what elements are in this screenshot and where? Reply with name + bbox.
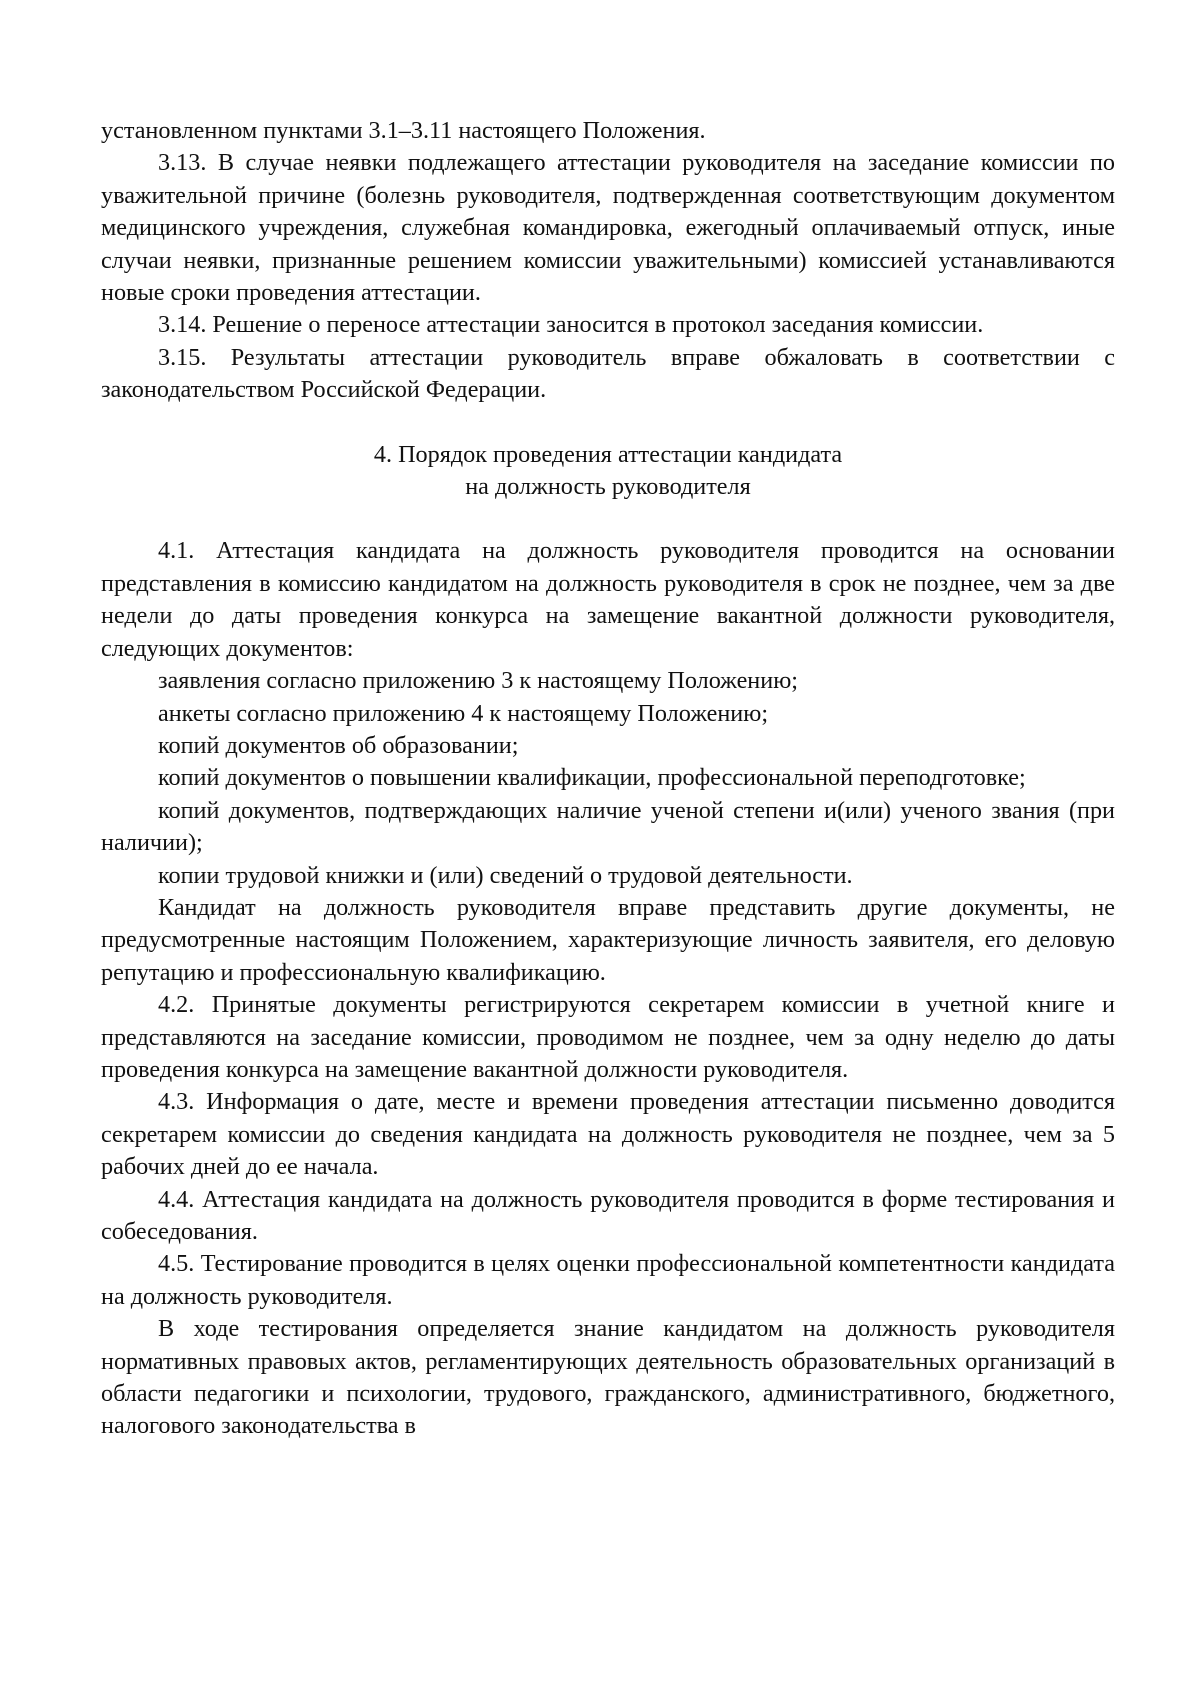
paragraph-p-3-12-tail: установленном пунктами 3.1–3.11 настоящего Положения. bbox=[101, 117, 706, 144]
section-heading-line-2: на должность руководителя bbox=[465, 473, 751, 501]
paragraph-p-4-1-b: анкеты согласно приложению 4 к настоящему Положению; bbox=[158, 699, 769, 727]
paragraph-p-4-1-d: копий документов о повышении квалификации, профессиональной переподготовке; bbox=[158, 764, 1026, 792]
section-heading-line-1: 4. Порядок проведения аттестации кандидата bbox=[373, 440, 843, 468]
paragraph-p-4-1-a: заявления согласно приложению 3 к настоящему Положению; bbox=[158, 667, 798, 695]
paragraphs-section-3 bbox=[101, 115, 1115, 407]
paragraphs-section-4 bbox=[101, 535, 1115, 1442]
paragraph-p-3-13: 3.13. В случае неявки подлежащего аттестации руководителя на заседание комиссии по уважительной причине (болезнь руководителя, подтвержденная соответствующим документом медицинского учреждения, служебная командировка, ежегодный оплачиваемый отпуск, иные случаи неявки, признанные решением комиссии уважительными) комиссией устанавливаются новые сроки проведения аттестации. bbox=[101, 149, 1115, 307]
paragraph-p-3-15: 3.15. Результаты аттестации руководитель вправе обжаловать в соответствии с законодательством Российской Федерации. bbox=[101, 343, 1115, 404]
paragraph-p-4-1-c: копий документов об образовании; bbox=[158, 731, 519, 759]
paragraph-p-4-1-f: копии трудовой книжки и (или) сведений о трудовой деятельности. bbox=[158, 861, 853, 889]
document-body bbox=[101, 115, 1115, 1443]
paragraph-p-4-3: 4.3. Информация о дате, месте и времени проведения аттестации письменно доводится секретарем комиссии до сведения кандидата на должность руководителя не позднее, чем за 5 рабочих дней до ее начала. bbox=[101, 1088, 1115, 1181]
section-heading bbox=[101, 439, 1115, 504]
paragraph-p-3-14: 3.14. Решение о переносе аттестации заносится в протокол заседания комиссии. bbox=[158, 311, 984, 339]
paragraph-p-4-1-e: копий документов, подтверждающих наличие ученой степени и(или) ученого звания (при наличии); bbox=[101, 796, 1115, 857]
paragraph-p-4-4: 4.4. Аттестация кандидата на должность руководителя проводится в форме тестирования и собеседования. bbox=[101, 1185, 1115, 1245]
paragraph-p-4-2: 4.2. Принятые документы регистрируются секретарем комиссии в учетной книге и представляются на заседание комиссии, проводимом не позднее, чем за одну неделю до даты проведения конкурса на замещение вакантной должности руководителя. bbox=[101, 991, 1115, 1083]
paragraph-p-4-1-g: Кандидат на должность руководителя вправе представить другие документы, не предусмотренные настоящим Положением, характеризующие личность заявителя, его деловую репутацию и профессиональную квалификацию. bbox=[101, 893, 1115, 986]
paragraph-p-4-5: 4.5. Тестирование проводится в целях оценки профессиональной компетентности кандидата на должность руководителя. bbox=[101, 1250, 1115, 1310]
paragraph-p-4-5-a: В ходе тестирования определяется знание кандидатом на должность руководителя нормативных правовых актов, регламентирующих деятельность образовательных организаций в области педагогики и психологии, трудового, гражданского, административного, бюджетного, налогового законодательства в bbox=[101, 1315, 1115, 1440]
paragraph-p-4-1: 4.1. Аттестация кандидата на должность руководителя проводится на основании представления в комиссию кандидатом на должность руководителя в срок не позднее, чем за две недели до даты проведения конкурса на замещение вакантной должности руководителя, следующих документов: bbox=[101, 537, 1115, 662]
